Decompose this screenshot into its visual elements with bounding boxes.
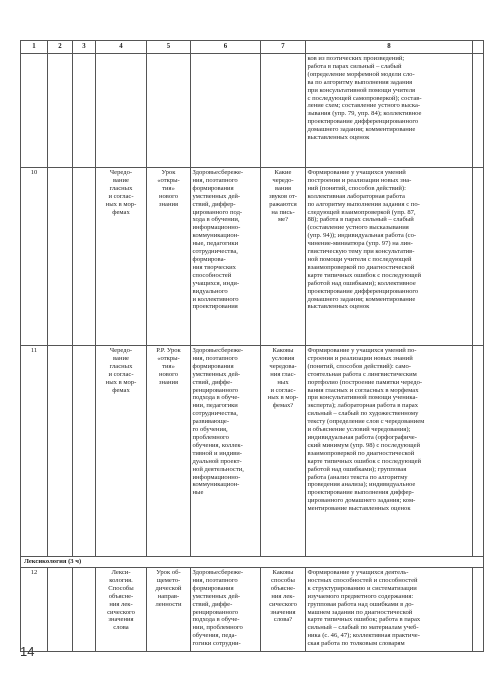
cell-text-line: домашнего задания; комментирование <box>307 295 416 303</box>
cell-text-line: ражаются <box>269 200 297 208</box>
cell-text-line: Урок об- <box>156 569 181 576</box>
cell-text-line: проектирование дифференцированного <box>307 118 419 126</box>
cell-text-line: способностей <box>192 271 232 279</box>
activity-cell <box>306 168 473 346</box>
cell-text-line: вания <box>274 184 292 192</box>
cell-text-line: ные, педагогики <box>192 240 239 248</box>
header-cell: 3 <box>73 41 96 54</box>
technology-cell <box>191 168 261 346</box>
cell-text-line: Формирование у учащихся умений <box>307 169 406 176</box>
cell-text-line: умственных дей- <box>192 592 241 600</box>
cell-text-line: ных <box>277 378 289 386</box>
cell-text-line: (составление устного высказывания <box>307 224 409 232</box>
cell-text-line: умственных дей- <box>192 370 241 378</box>
header-row <box>21 41 484 54</box>
cell-text-line: ва по алгоритму выполнения задания <box>307 78 413 86</box>
header-cell: 4 <box>96 41 147 54</box>
cell-text-line: подхода в обуче- <box>192 616 240 624</box>
cell-text-line: проведения анализа); индивидуальное <box>307 481 416 489</box>
cell-text-line: гвистическую тему при консультатив- <box>307 248 415 256</box>
cell-text-line: слова? <box>273 616 293 624</box>
cell-text-line: карте типичных ошибок; работа в парах <box>307 616 421 624</box>
cell-text-line: ные <box>192 489 204 497</box>
problem-question-cell <box>261 168 306 346</box>
cell-text-line: ния, поэтапного <box>192 354 238 362</box>
cell-text-line: значения <box>270 608 296 616</box>
cell-text-line: фемах <box>112 208 130 216</box>
cell-text-line: тия» <box>162 362 175 370</box>
cell-text-line: выставленных оценок <box>307 134 370 142</box>
cell-text-line: машнем задании по диагностической <box>307 608 413 616</box>
cell-text-line: и соглас- <box>108 370 134 378</box>
cell-text-line: проектирование выполнения диффер- <box>307 489 414 497</box>
cell-text-line: нового <box>158 370 179 378</box>
header-cell: 6 <box>191 41 261 54</box>
cell-text-line: групповая работа над ошибками в до- <box>307 600 414 608</box>
cell-text-line: и объяснение условий чередования); <box>307 426 411 434</box>
cell-text-line: нии, педагогики <box>192 402 238 410</box>
cell-text-line: при консультативной помощи ученика- <box>307 394 418 402</box>
cell-text-line: работой над ошибками); коллективное <box>307 279 416 287</box>
problem-question-cell <box>261 568 306 652</box>
cell-text-line: работа в парах сильный – слабый <box>307 62 402 70</box>
topic-cell <box>96 168 147 346</box>
cell-text-line: умственных дей- <box>192 192 241 200</box>
cell-text-line: обучения, педа- <box>192 632 237 640</box>
header-cell: 8 <box>306 41 473 54</box>
lesson-type-cell <box>147 568 191 652</box>
cell-text-line: ных в мор- <box>267 394 299 402</box>
cell-text-line: гогики сотрудни- <box>192 640 241 648</box>
cell-text-line: ния, поэтапного <box>192 176 238 184</box>
header-cell-empty <box>473 41 484 54</box>
cell-text-line: подхода в обуче- <box>192 394 240 402</box>
table-row-continued <box>21 54 484 168</box>
cell-text-line: Формирование у учащихся умений по- <box>307 347 417 354</box>
topic-cell <box>96 568 147 652</box>
cell-text-line: цированного под- <box>192 208 243 216</box>
cell-text-line: способы <box>271 576 295 584</box>
cell-text-line: информационно- <box>192 224 241 232</box>
cell-text-line: цированного домашнего задания; ком- <box>307 497 416 505</box>
cell-text-line: нии, проблемного <box>192 624 243 632</box>
cell-text-line: карте типичных ошибок с последующей <box>307 457 422 465</box>
cell-text-line: объясне- <box>108 592 134 600</box>
cell-text-line: дуальной проект- <box>192 457 242 465</box>
cell-text-line: ния творческих <box>192 263 236 271</box>
cell-text-line: ния, поэтапного <box>192 576 238 584</box>
cell-text-line: проектирования <box>192 303 238 311</box>
lesson-number: 10 <box>21 168 48 346</box>
cell-text-line: и коллективного <box>192 295 239 303</box>
cell-text-line: работой над ошибками); групповая <box>307 465 407 473</box>
cell-text-line: Способы <box>108 584 134 592</box>
cell-text-line: Формирование у учащихся деятель- <box>307 569 409 576</box>
cell-text-line: сильный – слабый по материалам учеб- <box>307 624 419 632</box>
cell-text-line: 88); работа в парах сильный – слабый <box>307 216 414 224</box>
cell-text-line: чинение-миниатюра (упр. 97) на лин- <box>307 240 413 248</box>
cell-text-line: сического <box>107 608 135 616</box>
activity-cell <box>306 346 473 557</box>
header-cell: 7 <box>261 41 306 54</box>
cell-text-line: формирования <box>192 362 234 370</box>
cell-text-line: Лекси- <box>111 569 131 576</box>
cell-text-line: формирования <box>192 184 234 192</box>
cell-text-line: гласных <box>109 184 133 192</box>
cell-text-line: условия <box>271 354 295 362</box>
cell-text-line: ния лек- <box>271 592 295 600</box>
cell-text-line: Каковы <box>272 347 294 354</box>
lesson-plan-table <box>20 40 484 652</box>
cell-text-line: формирования <box>192 584 234 592</box>
technology-cell <box>191 346 261 557</box>
activity-cell <box>306 568 473 652</box>
cell-text-line: Чередо- <box>109 347 133 354</box>
cell-text-line: Здоровьесбереже- <box>192 169 244 176</box>
cell-text-line: взаимопроверкой по диагностической <box>307 449 415 457</box>
cell-text-line: ствий, диффе- <box>192 600 233 608</box>
cell-text-line: Здоровьесбереже- <box>192 569 244 576</box>
lesson-number: 11 <box>21 346 48 557</box>
cell-text-line: знания <box>158 200 179 208</box>
cell-text-line: взаимопроверкой по диагностической <box>307 263 415 271</box>
cell-text-line: тивной и индиви- <box>192 449 242 457</box>
cell-text-line: ных в мор- <box>105 378 137 386</box>
cell-text-line: гласных <box>109 362 133 370</box>
cell-text-line: ренцированного <box>192 608 239 616</box>
cell-text-line: ме? <box>277 216 289 224</box>
cell-text-line: ленности <box>155 600 182 608</box>
cell-text-line: строения и реализации новых знаний <box>307 354 413 362</box>
cell-text-line: знания <box>158 378 179 386</box>
cell-text-line: «откры- <box>157 354 180 362</box>
cell-text-line: учащихся, инди- <box>192 279 240 287</box>
cell-text-line: и соглас- <box>270 386 296 394</box>
cell-text-line: к структурированию и систематизации <box>307 584 417 592</box>
page-number: 14 <box>20 644 35 659</box>
section-title: Лексикология (3 ч) <box>21 557 484 568</box>
cell-text-line: ление схем; составление устного выска- <box>307 102 421 110</box>
cell-text-line: индивидуальная работа (орфографиче- <box>307 433 417 441</box>
cell-text-line: с последующей самопроверкой); состав- <box>307 94 422 102</box>
cell-text-line: ментирование выставленных оценок <box>307 505 411 513</box>
cell-text-line: ностных способностей и способностей <box>307 576 418 584</box>
cell-text-line: выставленных оценок <box>307 303 370 311</box>
cell-text-line: стоятельная работа с лингвистическим <box>307 370 417 378</box>
cell-text-line: эксперта); лабораторная работа в парах <box>307 402 419 410</box>
cell-text-line: Р.Р. Урок <box>156 347 181 354</box>
lesson-number: 12 <box>21 568 48 652</box>
cell-text-line: направ- <box>157 592 180 600</box>
cell-text-line: нового <box>158 192 179 200</box>
cell-text-line: зывания (упр. 79, упр. 84); коллективное <box>307 110 422 118</box>
cell-text-line: ствий, диффер- <box>192 200 236 208</box>
topic-cell <box>96 346 147 557</box>
cell-text-line: портфолио (построение памятки чередо- <box>307 378 423 386</box>
cell-text-line: Здоровьесбереже- <box>192 347 244 354</box>
cell-text-line: сического <box>269 600 297 608</box>
cell-text-line: ков из поэтических произведений; <box>307 55 405 62</box>
cell-text-line: коммуникацион- <box>192 232 240 240</box>
cell-text-line: го обучения, <box>192 426 228 434</box>
cell-text-line: проектирование дифференцированного <box>307 287 419 295</box>
cell-text-line: Каковы <box>272 569 294 576</box>
cell-text-line: Какие <box>274 169 292 176</box>
cell-text-line: карте типичных ошибок с последующей <box>307 271 422 279</box>
cell-text-line: проблемного <box>192 433 229 441</box>
cell-text-line: слова <box>113 624 129 632</box>
cell-text-line: ний (понятий, способов действий): <box>307 184 406 192</box>
header-cell: 5 <box>147 41 191 54</box>
cell-text-line: построения и реализации новых зна- <box>307 176 412 184</box>
cell-text-line: ская работа по толковым словарям <box>307 640 405 648</box>
cell-text-line: «откры- <box>157 176 180 184</box>
cell-text-line: (понятий, способов действий): само- <box>307 362 411 370</box>
cell-text-line: (упр. 94)); индивидуальная работа (со- <box>307 232 417 240</box>
cell-text-line: значения <box>108 616 134 624</box>
cell-text-line: дической <box>155 584 182 592</box>
cell-text-line: домашнего задания; комментирование <box>307 126 416 134</box>
cell-text-line: сотрудничества, <box>192 410 238 418</box>
cell-text-line: чередо- <box>272 176 294 184</box>
cell-text-line: ния лек- <box>109 600 133 608</box>
table-row <box>21 168 484 346</box>
cell-text-line: чередова- <box>269 362 297 370</box>
table-row <box>21 568 484 652</box>
cell-text-line: вания гласных и согласных в морфемах <box>307 386 419 394</box>
technology-cell <box>191 568 261 652</box>
cell-text-line: ной деятельности, <box>192 465 244 473</box>
cell-text-line: и соглас- <box>108 192 134 200</box>
cell-text-line: по алгоритму выполнения задания с по- <box>307 200 420 208</box>
cell-text-line: следующей взаимопроверкой (упр. 87, <box>307 208 416 216</box>
cell-text-line: на пись- <box>271 208 295 216</box>
cell-text-line: ния глас- <box>270 370 296 378</box>
cell-text-line: коллективная лабораторная работа <box>307 192 405 200</box>
cell-text-line: информационно- <box>192 473 241 481</box>
cell-text-line: фемах <box>112 386 130 394</box>
cell-text-line: Чередо- <box>109 169 133 176</box>
cell-text-line: щеметo- <box>156 576 181 584</box>
table-row <box>21 346 484 557</box>
cell-text-line: сильный – слабый по художественному <box>307 410 419 418</box>
cell-text-line: формирова- <box>192 255 226 263</box>
cell-text-line: сотрудничества, <box>192 248 238 256</box>
cell-text-line: тексту (определение слов с чередованием <box>307 418 425 426</box>
cell-text-line: изучаемого предметного содержания: <box>307 592 414 600</box>
cell-text-line: ной помощи учителя с последующей <box>307 255 412 263</box>
cell-text-line: объясне- <box>270 584 296 592</box>
cell-text-line: хода в обучении, <box>192 216 240 224</box>
cell-text-line: вание <box>113 176 129 184</box>
cell-text-line: работа (анализ текста по алгоритму <box>307 473 408 481</box>
cell-text-line: ника (с. 46, 47); коллективная практиче- <box>307 632 420 640</box>
activity-cell <box>306 54 473 168</box>
cell-text-line: фемах? <box>272 402 294 410</box>
cell-text-line: вание <box>113 354 129 362</box>
cell-text-line: видуального <box>192 287 228 295</box>
problem-question-cell <box>261 346 306 557</box>
cell-text-line: при консультативной помощи учителя <box>307 86 416 94</box>
cell-text-line: ский минимум (упр. 98) с последующей <box>307 441 421 449</box>
header-cell: 1 <box>21 41 48 54</box>
cell-text-line: (определение морфемной модели сло- <box>307 70 415 78</box>
lesson-type-cell <box>147 168 191 346</box>
cell-text-line: звуков от- <box>268 192 297 200</box>
cell-text-line: Урок <box>161 169 176 176</box>
lesson-type-cell <box>147 346 191 557</box>
cell-text-line: коммуникацион- <box>192 481 240 489</box>
section-row <box>21 557 484 568</box>
lesson-plan-table-container <box>20 40 483 652</box>
cell-text-line: тия» <box>162 184 175 192</box>
cell-text-line: ствий, диффе- <box>192 378 233 386</box>
header-cell: 2 <box>48 41 73 54</box>
cell-text-line: ренцированного <box>192 386 239 394</box>
cell-text-line: обучения, коллек- <box>192 441 243 449</box>
cell-text-line: ных в мор- <box>105 200 137 208</box>
cell-text-line: развивающе- <box>192 418 230 426</box>
cell-text-line: кология. <box>109 576 133 584</box>
